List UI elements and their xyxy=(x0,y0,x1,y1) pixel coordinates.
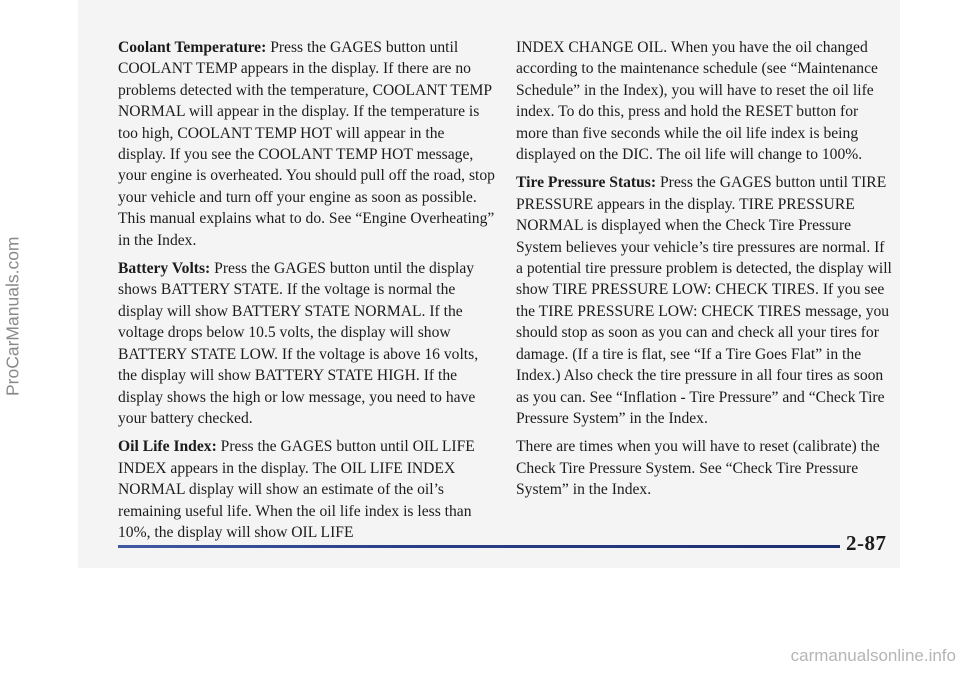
oil-life-index-heading: Oil Life Index: xyxy=(118,438,217,456)
battery-volts-heading: Battery Volts: xyxy=(118,260,211,278)
coolant-temperature-paragraph xyxy=(118,37,495,251)
coolant-temperature-text: Press the GAGES button until COOLANT TEMP appears in the display. If there are no problems detected with the temperature, COOLANT TEMP NORMAL will appear in the display. If the temperature is too high, COOLANT TEMP HOT will appear in the display. If you see the COOLANT TEMP HOT message, your engine is overheated. You should pull off the road, stop your vehicle and turn off your engine as soon as possible. This manual explains what to do. See “Engine Overheating” in the Index. xyxy=(118,39,495,249)
oil-life-index-paragraph xyxy=(118,436,495,543)
coolant-temperature-heading: Coolant Temperature: xyxy=(118,39,267,56)
footer-rule xyxy=(118,545,840,548)
side-watermark: ProCarManuals.com xyxy=(2,236,23,396)
right-column xyxy=(516,37,893,508)
bottom-watermark: carmanualsonline.info xyxy=(790,646,956,665)
oil-life-continuation-paragraph: INDEX CHANGE OIL. When you have the oil changed according to the maintenance schedule (see “Maintenance Schedule” in the Index), you will have to reset the oil life index. To do this, press and hold the RESET button for more than five seconds while the oil life index is being displayed on the DIC. The oil life will change to 100%. xyxy=(516,39,878,164)
calibrate-paragraph: There are times when you will have to reset (calibrate) the Check Tire Pressure System. See “Check Tire Pressure System” in the Index. xyxy=(516,438,880,499)
left-column xyxy=(118,37,495,550)
oil-life-index-text: Press the GAGES button until OIL LIFE INDEX appears in the display. The OIL LIFE INDEX NORMAL display will show an estimate of the oil’s remaining useful life. When the oil life index is less than 10%, the display will show OIL LIFE xyxy=(118,438,475,541)
tire-pressure-status-heading: Tire Pressure Status: xyxy=(516,174,657,192)
tire-pressure-status-text: Press the GAGES button until TIRE PRESSURE appears in the display. TIRE PRESSURE NORMAL is displayed when the Check Tire Pressure System believes your vehicle’s tire pressures are normal. If a potential tire pressure problem is detected, the display will show TIRE PRESSURE LOW: CHECK TIRES. If you see the TIRE PRESSURE LOW: CHECK TIRES message, you should stop as soon as you can and check all your tires for damage. (If a tire is flat, see “If a Tire Goes Flat” in the Index.) Also check the tire pressure in all four tires as soon as you can. See “Inflation - Tire Pressure” and “Check Tire Pressure System” in the Index. xyxy=(516,174,892,427)
tire-pressure-status-paragraph xyxy=(516,172,893,429)
battery-volts-text: Press the GAGES button until the display shows BATTERY STATE. If the voltage is normal the display will show BATTERY STATE NORMAL. If the voltage drops below 10.5 volts, the display will show BATTERY STATE LOW. If the voltage is above 16 volts, the display will show BATTERY STATE HIGH. If the display shows the high or low message, you need to have your battery checked. xyxy=(118,260,479,427)
page-number: 2-87 xyxy=(846,531,887,555)
battery-volts-paragraph xyxy=(118,258,495,429)
